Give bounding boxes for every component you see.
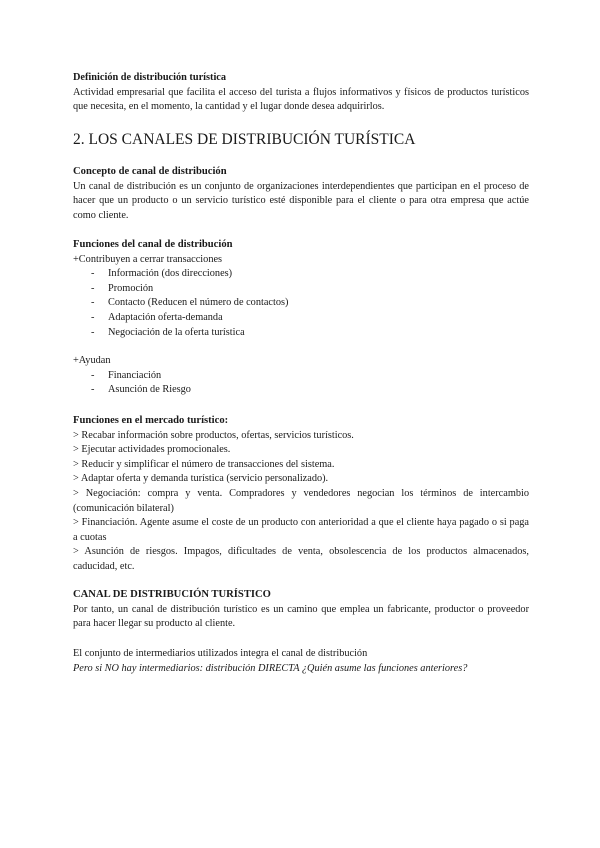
section-definicion (73, 71, 529, 115)
concepto-body: Un canal de distribución es un conjunto de organizaciones interdependientes que participan en el proceso de hacer que un producto o un servicio turístico esté disponible para el cliente o para otra empresa que actúe como cliente. (73, 180, 529, 221)
section-mercado (73, 414, 529, 575)
dash-mark: - (91, 369, 95, 381)
group2-list (73, 369, 529, 398)
list-item: - Promoción (73, 282, 529, 297)
definicion-heading: Definición de distribución turística (73, 72, 227, 83)
canal-heading: CANAL DE DISTRIBUCIÓN TURÍSTICO (73, 589, 271, 600)
group1-label: +Contribuyen a cerrar transacciones (73, 253, 223, 265)
section-title-canales: 2. LOS CANALES DE DISTRIBUCIÓN TURÍSTICA (73, 131, 416, 148)
mercado-heading: Funciones en el mercado turístico: (73, 415, 229, 426)
mercado-item: > Recabar información sobre productos, ofertas, servicios turísticos. (73, 429, 354, 441)
section-concepto (73, 165, 529, 223)
section-intermediarios (73, 647, 529, 676)
dash-mark: - (91, 311, 95, 323)
directa-line: Pero si NO hay intermediarios: distribución DIRECTA ¿Quién asume las funciones anteriores? (73, 662, 468, 674)
intermediarios-line: El conjunto de intermediarios utilizados integra el canal de distribución (73, 648, 368, 659)
mercado-item: > Ejecutar actividades promocionales. (73, 444, 231, 456)
funciones-heading: Funciones del canal de distribución (73, 239, 233, 250)
group2-label: +Ayudan (73, 355, 111, 366)
mercado-item: > Financiación. Agente asume el coste de un producto con anterioridad a que el cliente haya pagado o si paga a cuotas (73, 517, 529, 543)
mercado-item: > Asunción de riesgos. Impagos, dificultades de venta, obsolescencia de los productos almacenados, caducidad, etc. (73, 546, 529, 572)
definicion-body: Actividad empresarial que facilita el acceso del turista a flujos informativos y físicos de productos turísticos que necesita, en el momento, la cantidad y el lugar donde desea adquirirlos. (73, 86, 529, 113)
section-funciones (73, 238, 529, 340)
list-item: - Financiación (73, 369, 529, 384)
dash-mark: - (91, 268, 95, 280)
concepto-heading: Concepto de canal de distribución (73, 166, 227, 177)
section-canal (73, 588, 529, 632)
dash-mark: - (91, 384, 95, 396)
mercado-item: > Reducir y simplificar el número de transacciones del sistema. (73, 458, 335, 470)
list-item: - Asunción de Riesgo (73, 383, 529, 398)
list-item: - Negociación de la oferta turística (73, 326, 529, 341)
mercado-item: > Adaptar oferta y demanda turística (servicio personalizado). (73, 473, 329, 485)
dash-mark: - (91, 326, 95, 338)
canal-body: Por tanto, un canal de distribución turístico es un camino que emplea un fabricante, productor o proveedor para hacer llegar su producto al cliente. (73, 603, 529, 630)
list-item: - Contacto (Reducen el número de contactos) (73, 296, 529, 311)
list-item: - Información (dos direcciones) (73, 267, 529, 282)
list-item: - Adaptación oferta-demanda (73, 311, 529, 326)
section-ayudan (73, 354, 529, 398)
dash-mark: - (91, 297, 95, 309)
dash-mark: - (91, 282, 95, 294)
group1-list (73, 267, 529, 340)
mercado-item: > Negociación: compra y venta. Compradores y vendedores negocian los términos de intercambio (comunicación bilateral) (73, 487, 529, 514)
